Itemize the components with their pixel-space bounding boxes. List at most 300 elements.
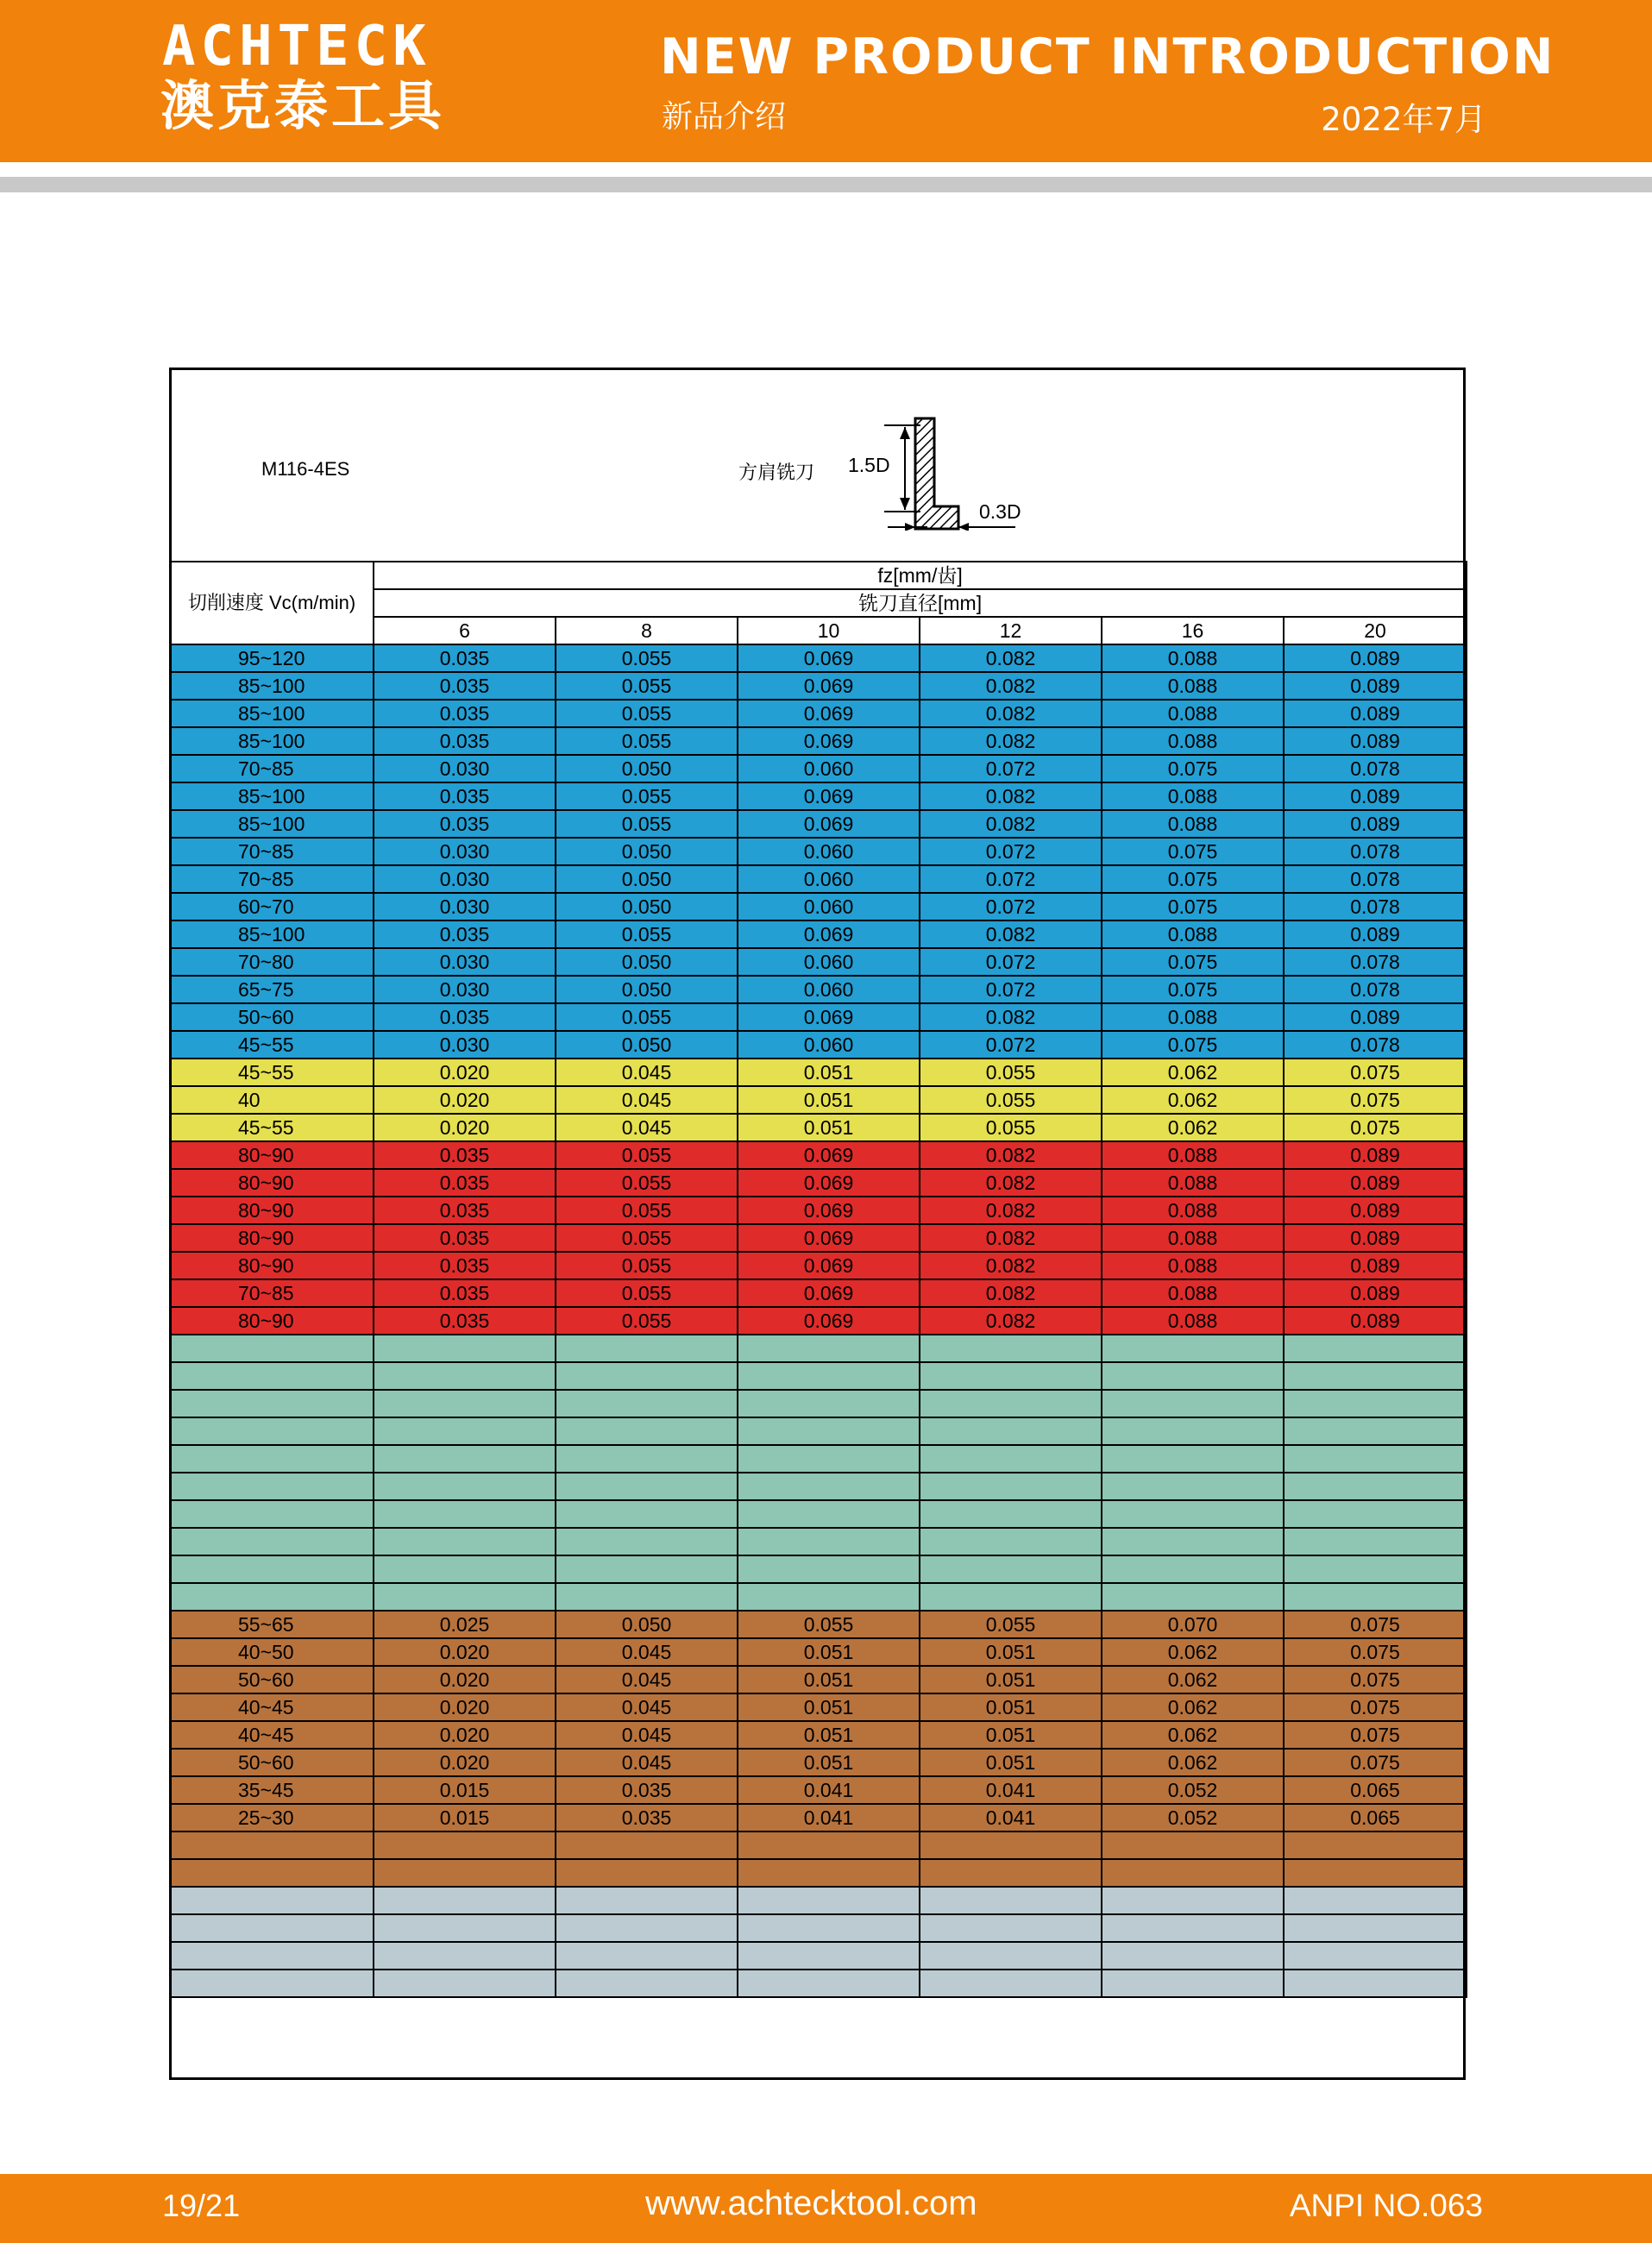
fz-cell (374, 1362, 556, 1390)
fz-cell (738, 1390, 920, 1417)
fz-cell: 0.051 (738, 1693, 920, 1721)
fz-cell: 0.035 (374, 1141, 556, 1169)
fz-cell: 0.045 (556, 1693, 738, 1721)
fz-cell: 0.050 (556, 1031, 738, 1059)
fz-cell: 0.035 (374, 727, 556, 755)
model-code: M116-4ES (261, 458, 350, 480)
table-row (170, 1031, 1467, 1059)
fz-cell: 0.051 (920, 1693, 1102, 1721)
fz-cell: 0.072 (920, 976, 1102, 1003)
fz-cell: 0.062 (1102, 1638, 1284, 1666)
fz-cell (738, 1831, 920, 1859)
fz-cell: 0.055 (556, 727, 738, 755)
fz-cell (920, 1583, 1102, 1611)
fz-cell: 0.035 (374, 1307, 556, 1335)
table-row (170, 1224, 1467, 1252)
fz-cell (738, 1417, 920, 1445)
table-row (170, 1141, 1467, 1169)
fz-cell: 0.089 (1284, 672, 1467, 700)
table-row (170, 1914, 1467, 1942)
fz-cell: 0.051 (920, 1638, 1102, 1666)
fz-cell: 0.055 (556, 644, 738, 672)
fz-cell (374, 1390, 556, 1417)
fz-cell (556, 1942, 738, 1970)
fz-cell (556, 1362, 738, 1390)
fz-cell: 0.082 (920, 920, 1102, 948)
vc-cell (170, 1555, 374, 1583)
fz-cell: 0.089 (1284, 1224, 1467, 1252)
table-row (170, 1831, 1467, 1859)
fz-cell: 0.020 (374, 1666, 556, 1693)
fz-cell: 0.069 (738, 1307, 920, 1335)
fz-cell (374, 1970, 556, 1997)
table-row (170, 1942, 1467, 1970)
fz-cell: 0.072 (920, 865, 1102, 893)
fz-cell (1284, 1859, 1467, 1887)
vc-cell: 80~90 (170, 1141, 374, 1169)
fz-cell (556, 1583, 738, 1611)
fz-cell (920, 1362, 1102, 1390)
vc-cell (170, 1970, 374, 1997)
fz-cell: 0.020 (374, 1059, 556, 1086)
fz-cell: 0.030 (374, 1031, 556, 1059)
fz-cell (738, 1914, 920, 1942)
vc-cell: 40~50 (170, 1638, 374, 1666)
fz-cell: 0.045 (556, 1086, 738, 1114)
fz-cell: 0.041 (920, 1776, 1102, 1804)
fz-cell (1102, 1859, 1284, 1887)
vc-cell (170, 1473, 374, 1500)
fz-cell: 0.075 (1284, 1693, 1467, 1721)
fz-cell: 0.055 (556, 1141, 738, 1169)
vc-cell (170, 1390, 374, 1417)
fz-cell (920, 1445, 1102, 1473)
fz-cell (920, 1555, 1102, 1583)
fz-cell: 0.088 (1102, 1197, 1284, 1224)
fz-cell: 0.055 (556, 1307, 738, 1335)
fz-cell (738, 1445, 920, 1473)
fz-cell: 0.078 (1284, 865, 1467, 893)
fz-cell (1102, 1831, 1284, 1859)
fz-cell (1102, 1390, 1284, 1417)
fz-cell: 0.062 (1102, 1114, 1284, 1141)
fz-cell (1284, 1555, 1467, 1583)
fz-cell: 0.075 (1284, 1749, 1467, 1776)
logo-chinese: 澳克泰工具 (160, 74, 446, 137)
fz-cell: 0.020 (374, 1638, 556, 1666)
fz-cell: 0.078 (1284, 976, 1467, 1003)
vc-cell: 95~120 (170, 644, 374, 672)
fz-cell: 0.041 (920, 1804, 1102, 1831)
fz-cell: 0.051 (738, 1059, 920, 1086)
vc-cell: 25~30 (170, 1804, 374, 1831)
fz-cell: 0.051 (738, 1749, 920, 1776)
fz-cell (1102, 1583, 1284, 1611)
fz-cell: 0.075 (1284, 1638, 1467, 1666)
fz-cell: 0.089 (1284, 1252, 1467, 1279)
fz-cell: 0.055 (556, 1224, 738, 1252)
fz-cell (556, 1859, 738, 1887)
table-row (170, 1445, 1467, 1473)
fz-cell: 0.072 (920, 755, 1102, 782)
fz-cell: 0.082 (920, 1003, 1102, 1031)
fz-cell: 0.089 (1284, 1003, 1467, 1031)
fz-cell (556, 1500, 738, 1528)
fz-cell: 0.055 (920, 1086, 1102, 1114)
table-row (170, 755, 1467, 782)
fz-cell (1284, 1362, 1467, 1390)
fz-cell (374, 1500, 556, 1528)
logo-english: ACHTECK (162, 15, 431, 79)
table-row (170, 1638, 1467, 1666)
vc-cell (170, 1417, 374, 1445)
fz-cell: 0.060 (738, 948, 920, 976)
fz-cell: 0.075 (1102, 865, 1284, 893)
fz-cell: 0.089 (1284, 920, 1467, 948)
table-row (170, 1555, 1467, 1583)
fz-cell: 0.035 (374, 1279, 556, 1307)
fz-cell: 0.089 (1284, 1197, 1467, 1224)
fz-cell: 0.089 (1284, 1169, 1467, 1197)
fz-cell: 0.051 (738, 1086, 920, 1114)
diameter-cell: 12 (920, 617, 1102, 644)
fz-cell (556, 1555, 738, 1583)
fz-cell: 0.035 (374, 672, 556, 700)
vc-cell: 85~100 (170, 700, 374, 727)
document-number: ANPI NO.063 (1289, 2188, 1483, 2223)
fz-cell: 0.082 (920, 1169, 1102, 1197)
fz-cell: 0.055 (556, 920, 738, 948)
fz-cell: 0.035 (374, 1169, 556, 1197)
vc-cell (170, 1500, 374, 1528)
fz-cell: 0.088 (1102, 1252, 1284, 1279)
vc-cell: 45~55 (170, 1114, 374, 1141)
vc-cell: 50~60 (170, 1666, 374, 1693)
fz-cell (556, 1473, 738, 1500)
vc-cell: 70~85 (170, 865, 374, 893)
table-row (170, 1859, 1467, 1887)
fz-cell: 0.082 (920, 1197, 1102, 1224)
fz-cell: 0.020 (374, 1114, 556, 1141)
fz-cell (1102, 1445, 1284, 1473)
table-row (170, 1169, 1467, 1197)
vc-cell: 65~75 (170, 976, 374, 1003)
fz-cell: 0.035 (374, 1224, 556, 1252)
fz-cell (1102, 1887, 1284, 1914)
fz-cell (920, 1473, 1102, 1500)
fz-cell (738, 1583, 920, 1611)
fz-cell: 0.088 (1102, 810, 1284, 838)
fz-cell (374, 1831, 556, 1859)
table-row (170, 1721, 1467, 1749)
fz-cell: 0.062 (1102, 1086, 1284, 1114)
fz-cell: 0.060 (738, 755, 920, 782)
fz-cell (556, 1914, 738, 1942)
fz-cell: 0.089 (1284, 810, 1467, 838)
fz-cell (1102, 1417, 1284, 1445)
fz-cell: 0.078 (1284, 755, 1467, 782)
fz-cell (1284, 1500, 1467, 1528)
fz-cell: 0.078 (1284, 948, 1467, 976)
fz-cell: 0.082 (920, 727, 1102, 755)
fz-cell (1284, 1831, 1467, 1859)
vc-cell: 45~55 (170, 1059, 374, 1086)
fz-cell: 0.069 (738, 700, 920, 727)
fz-cell (374, 1859, 556, 1887)
diameter-cell: 8 (556, 617, 738, 644)
table-row (170, 672, 1467, 700)
fz-cell: 0.075 (1284, 1611, 1467, 1638)
table-row (170, 1583, 1467, 1611)
fz-cell (556, 1887, 738, 1914)
vc-cell: 80~90 (170, 1252, 374, 1279)
fz-cell (920, 1970, 1102, 1997)
fz-cell: 0.050 (556, 948, 738, 976)
page-title: NEW PRODUCT INTRODUCTION (660, 28, 1555, 85)
fz-cell (556, 1970, 738, 1997)
header-divider (0, 177, 1652, 192)
vc-cell: 60~70 (170, 893, 374, 920)
fz-cell: 0.060 (738, 1031, 920, 1059)
fz-cell: 0.052 (1102, 1804, 1284, 1831)
fz-cell: 0.088 (1102, 700, 1284, 727)
fz-cell (738, 1970, 920, 1997)
vc-cell: 35~45 (170, 1776, 374, 1804)
table-row (170, 1970, 1467, 1997)
vc-cell (170, 1335, 374, 1362)
fz-cell: 0.020 (374, 1721, 556, 1749)
fz-cell (1284, 1473, 1467, 1500)
fz-cell: 0.088 (1102, 1224, 1284, 1252)
website-link[interactable]: www.achtecktool.com (645, 2184, 977, 2222)
fz-cell: 0.075 (1102, 948, 1284, 976)
fz-cell: 0.075 (1102, 838, 1284, 865)
fz-cell: 0.045 (556, 1666, 738, 1693)
vc-cell: 80~90 (170, 1169, 374, 1197)
table-row (170, 1335, 1467, 1362)
table-row (170, 1003, 1467, 1031)
fz-cell (1284, 1583, 1467, 1611)
fz-cell: 0.035 (374, 810, 556, 838)
table-row (170, 948, 1467, 976)
fz-cell: 0.051 (738, 1638, 920, 1666)
fz-cell: 0.050 (556, 1611, 738, 1638)
fz-cell (920, 1887, 1102, 1914)
diameter-cell: 10 (738, 617, 920, 644)
fz-cell: 0.072 (920, 893, 1102, 920)
fz-cell: 0.030 (374, 948, 556, 976)
vc-cell: 50~60 (170, 1003, 374, 1031)
fz-cell (556, 1528, 738, 1555)
fz-cell: 0.055 (556, 1169, 738, 1197)
fz-cell: 0.075 (1102, 755, 1284, 782)
vc-cell: 85~100 (170, 920, 374, 948)
diameter-cell: 6 (374, 617, 556, 644)
fz-cell: 0.025 (374, 1611, 556, 1638)
fz-cell (738, 1859, 920, 1887)
table-row (170, 976, 1467, 1003)
fz-cell: 0.075 (1284, 1059, 1467, 1086)
fz-cell: 0.069 (738, 1224, 920, 1252)
fz-cell: 0.062 (1102, 1749, 1284, 1776)
fz-cell (556, 1335, 738, 1362)
fz-cell (374, 1528, 556, 1555)
fz-cell: 0.035 (556, 1776, 738, 1804)
fz-cell: 0.078 (1284, 893, 1467, 920)
fz-cell: 0.045 (556, 1721, 738, 1749)
vc-cell: 50~60 (170, 1749, 374, 1776)
vc-cell: 55~65 (170, 1611, 374, 1638)
fz-cell (1284, 1390, 1467, 1417)
vc-cell: 45~55 (170, 1031, 374, 1059)
fz-cell: 0.069 (738, 1003, 920, 1031)
fz-cell: 0.069 (738, 1141, 920, 1169)
fz-cell: 0.030 (374, 755, 556, 782)
table-row (170, 893, 1467, 920)
fz-cell: 0.045 (556, 1114, 738, 1141)
diameter-cell: 20 (1284, 617, 1467, 644)
fz-cell: 0.051 (738, 1666, 920, 1693)
table-row (170, 1887, 1467, 1914)
fz-cell (920, 1859, 1102, 1887)
fz-cell: 0.069 (738, 810, 920, 838)
fz-cell: 0.088 (1102, 644, 1284, 672)
table-row (170, 1804, 1467, 1831)
fz-cell (1284, 1914, 1467, 1942)
fz-cell (920, 1831, 1102, 1859)
fz-cell: 0.051 (920, 1666, 1102, 1693)
fz-cell: 0.041 (738, 1804, 920, 1831)
fz-cell: 0.069 (738, 920, 920, 948)
fz-cell: 0.055 (556, 810, 738, 838)
fz-cell (920, 1914, 1102, 1942)
fz-cell: 0.072 (920, 1031, 1102, 1059)
fz-cell: 0.075 (1284, 1086, 1467, 1114)
fz-cell (738, 1500, 920, 1528)
fz-cell: 0.051 (920, 1721, 1102, 1749)
fz-cell (738, 1335, 920, 1362)
fz-cell (1102, 1335, 1284, 1362)
fz-cell: 0.055 (556, 1279, 738, 1307)
fz-cell: 0.045 (556, 1638, 738, 1666)
table-row (170, 1362, 1467, 1390)
vc-cell: 70~80 (170, 948, 374, 976)
fz-cell: 0.075 (1102, 1031, 1284, 1059)
table-row (170, 1252, 1467, 1279)
fz-cell (920, 1390, 1102, 1417)
fz-cell: 0.030 (374, 838, 556, 865)
table-row (170, 1307, 1467, 1335)
vc-cell (170, 1528, 374, 1555)
fz-cell (1102, 1528, 1284, 1555)
fz-cell: 0.082 (920, 1141, 1102, 1169)
vc-cell (170, 1942, 374, 1970)
fz-cell: 0.089 (1284, 1279, 1467, 1307)
fz-cell: 0.082 (920, 644, 1102, 672)
fz-cell: 0.062 (1102, 1693, 1284, 1721)
dim-width-label: 0.3D (979, 500, 1021, 523)
fz-cell: 0.069 (738, 1252, 920, 1279)
table-row (170, 1417, 1467, 1445)
fz-cell: 0.075 (1284, 1721, 1467, 1749)
table-row (170, 865, 1467, 893)
spec-header (169, 368, 1466, 561)
dim-depth-label: 1.5D (848, 454, 890, 476)
vc-column-header: 切削速度 Vc(m/min) (170, 562, 374, 644)
fz-cell (556, 1417, 738, 1445)
fz-cell (1284, 1528, 1467, 1555)
table-row (170, 1693, 1467, 1721)
table-row (170, 1197, 1467, 1224)
fz-cell: 0.088 (1102, 920, 1284, 948)
table-row (170, 1390, 1467, 1417)
table-row (170, 727, 1467, 755)
fz-cell: 0.055 (738, 1611, 920, 1638)
table-row (170, 1528, 1467, 1555)
fz-cell: 0.088 (1102, 1003, 1284, 1031)
feed-table (169, 561, 1467, 1998)
fz-cell: 0.082 (920, 1252, 1102, 1279)
header-bar (0, 0, 1652, 162)
fz-cell: 0.050 (556, 865, 738, 893)
fz-cell: 0.015 (374, 1804, 556, 1831)
page-number: 19/21 (162, 2188, 241, 2223)
fz-cell: 0.030 (374, 976, 556, 1003)
vc-cell (170, 1914, 374, 1942)
fz-cell: 0.060 (738, 838, 920, 865)
fz-cell: 0.089 (1284, 727, 1467, 755)
fz-cell: 0.050 (556, 755, 738, 782)
fz-cell: 0.050 (556, 976, 738, 1003)
fz-cell: 0.055 (556, 782, 738, 810)
fz-cell (374, 1335, 556, 1362)
fz-cell: 0.020 (374, 1749, 556, 1776)
table-row (170, 810, 1467, 838)
fz-cell: 0.088 (1102, 672, 1284, 700)
fz-cell: 0.020 (374, 1693, 556, 1721)
fz-cell: 0.082 (920, 1224, 1102, 1252)
fz-cell: 0.078 (1284, 838, 1467, 865)
vc-cell (170, 1445, 374, 1473)
fz-cell (1102, 1362, 1284, 1390)
table-row (170, 1500, 1467, 1528)
vc-cell: 40 (170, 1086, 374, 1114)
fz-cell: 0.055 (556, 1003, 738, 1031)
fz-cell: 0.075 (1284, 1114, 1467, 1141)
vc-cell: 70~85 (170, 755, 374, 782)
vc-cell: 70~85 (170, 1279, 374, 1307)
fz-cell: 0.088 (1102, 1307, 1284, 1335)
fz-cell (374, 1914, 556, 1942)
vc-cell (170, 1887, 374, 1914)
fz-cell (556, 1445, 738, 1473)
fz-cell (920, 1500, 1102, 1528)
fz-header: fz[mm/齿] (374, 562, 1467, 589)
fz-cell (920, 1942, 1102, 1970)
page-subtitle: 新品介绍 (662, 99, 787, 135)
fz-cell (374, 1583, 556, 1611)
fz-cell: 0.065 (1284, 1776, 1467, 1804)
fz-cell: 0.052 (1102, 1776, 1284, 1804)
table-row (170, 1666, 1467, 1693)
table-row (170, 1059, 1467, 1086)
fz-cell (1102, 1914, 1284, 1942)
fz-cell: 0.050 (556, 893, 738, 920)
fz-cell (738, 1473, 920, 1500)
vc-cell: 40~45 (170, 1693, 374, 1721)
fz-cell: 0.088 (1102, 1279, 1284, 1307)
fz-cell (1102, 1555, 1284, 1583)
